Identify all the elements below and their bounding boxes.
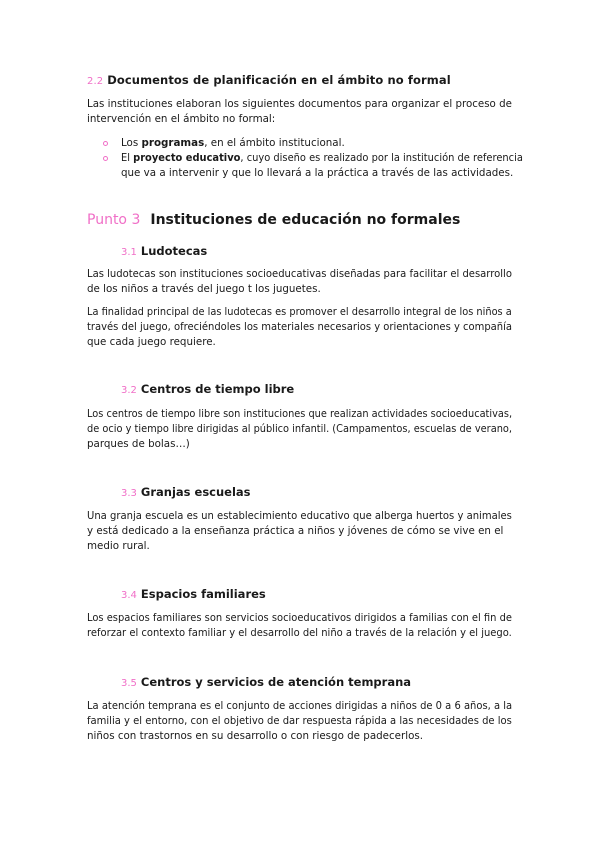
bullet-text: , cuyo diseño es realizado por la institución de referencia [240, 152, 523, 164]
bullet-bold-text: proyecto educativo [133, 152, 241, 164]
paragraph-line: Los espacios familiares son servicios socioeducativos dirigidos a familias con el fin de [87, 612, 512, 624]
section-2-2-intro [87, 97, 513, 127]
section-3-4-heading [121, 587, 266, 601]
section-title: Centros de tiempo libre [140, 382, 295, 396]
section-3-4-paragraph [87, 611, 529, 641]
paragraph-line: Una granja escuela es un establecimiento educativo que alberga huertos y animales [87, 510, 512, 522]
section-3-3-paragraph [87, 509, 524, 554]
section-number: 3.5 [121, 678, 137, 689]
section-3-2-paragraph [87, 407, 535, 452]
paragraph-line: través del juego, ofreciéndoles los materiales necesarios y orientaciones y compañía [87, 321, 512, 333]
section-title: Espacios familiares [140, 587, 266, 601]
bullet-list [103, 136, 523, 181]
section-title: Ludotecas [140, 244, 208, 258]
section-number: 3.3 [121, 488, 137, 499]
list-item [103, 151, 523, 181]
paragraph-line: reforzar el contexto familiar y el desarrollo del niño a través de la relación y el juego. [87, 627, 512, 639]
section-title: Centros y servicios de atención temprana [140, 675, 412, 689]
section-number: 3.2 [121, 385, 137, 396]
paragraph-line: familia y el entorno, con el objetivo de dar respuesta rápida a las necesidades de los [87, 715, 512, 727]
paragraph-line: parques de bolas…) [87, 438, 190, 450]
section-2-2-heading [87, 73, 451, 87]
bullet-text: Los [121, 137, 142, 149]
paragraph-line: medio rural. [87, 540, 150, 552]
section-3-1-heading [121, 244, 207, 258]
list-item [103, 136, 523, 151]
punto-3-heading [87, 212, 460, 228]
section-3-5-paragraph [87, 699, 527, 744]
paragraph-line: La atención temprana es el conjunto de acciones dirigidas a niños de 0 a 6 años, a la [87, 700, 513, 712]
paragraph-line: de ocio y tiempo libre dirigidas al público infantil. (Campamentos, escuelas de verano, [87, 423, 513, 435]
bullet-bold-text: programas [141, 137, 205, 149]
paragraph-line: Las instituciones elaboran los siguientes documentos para organizar el proceso de [87, 98, 512, 110]
bullet-text: El [121, 152, 134, 164]
section-number: 2.2 [87, 76, 104, 87]
bullet-icon [103, 156, 108, 161]
punto-title: Instituciones de educación no formales [150, 212, 461, 228]
section-3-3-heading [121, 485, 251, 499]
paragraph-line: Las ludotecas son instituciones socioeducativas diseñadas para facilitar el desarrollo [87, 268, 512, 280]
paragraph-line: intervención en el ámbito no formal: [87, 113, 276, 125]
section-3-1-paragraph-1 [87, 267, 524, 297]
paragraph-line: y está dedicado a la enseñanza práctica a niños y jóvenes de cómo se vive en el [87, 525, 504, 537]
section-3-1-paragraph-2 [87, 305, 534, 350]
paragraph-line: de los niños a través del juego t los juguetes. [87, 283, 321, 295]
paragraph-line: Los centros de tiempo libre son instituciones que realizan actividades socioeducativas, [87, 408, 513, 420]
bullet-text: , en el ámbito institucional. [204, 137, 345, 149]
section-title: Documentos de planificación en el ámbito no formal [107, 73, 451, 87]
paragraph-line: que cada juego requiere. [87, 336, 216, 348]
section-number: 3.1 [121, 247, 137, 258]
section-number: 3.4 [121, 590, 137, 601]
section-3-2-heading [121, 382, 294, 396]
paragraph-line: La finalidad principal de las ludotecas es promover el desarrollo integral de los niños a [87, 306, 512, 318]
section-title: Granjas escuelas [140, 485, 251, 499]
section-3-5-heading [121, 675, 411, 689]
bullet-icon [103, 141, 108, 146]
paragraph-line: niños con trastornos en su desarrollo o con riesgo de padecerlos. [87, 730, 424, 742]
bullet-text: que va a intervenir y que lo llevará a la práctica a través de las actividades. [121, 167, 514, 179]
punto-number: Punto 3 [87, 212, 141, 228]
